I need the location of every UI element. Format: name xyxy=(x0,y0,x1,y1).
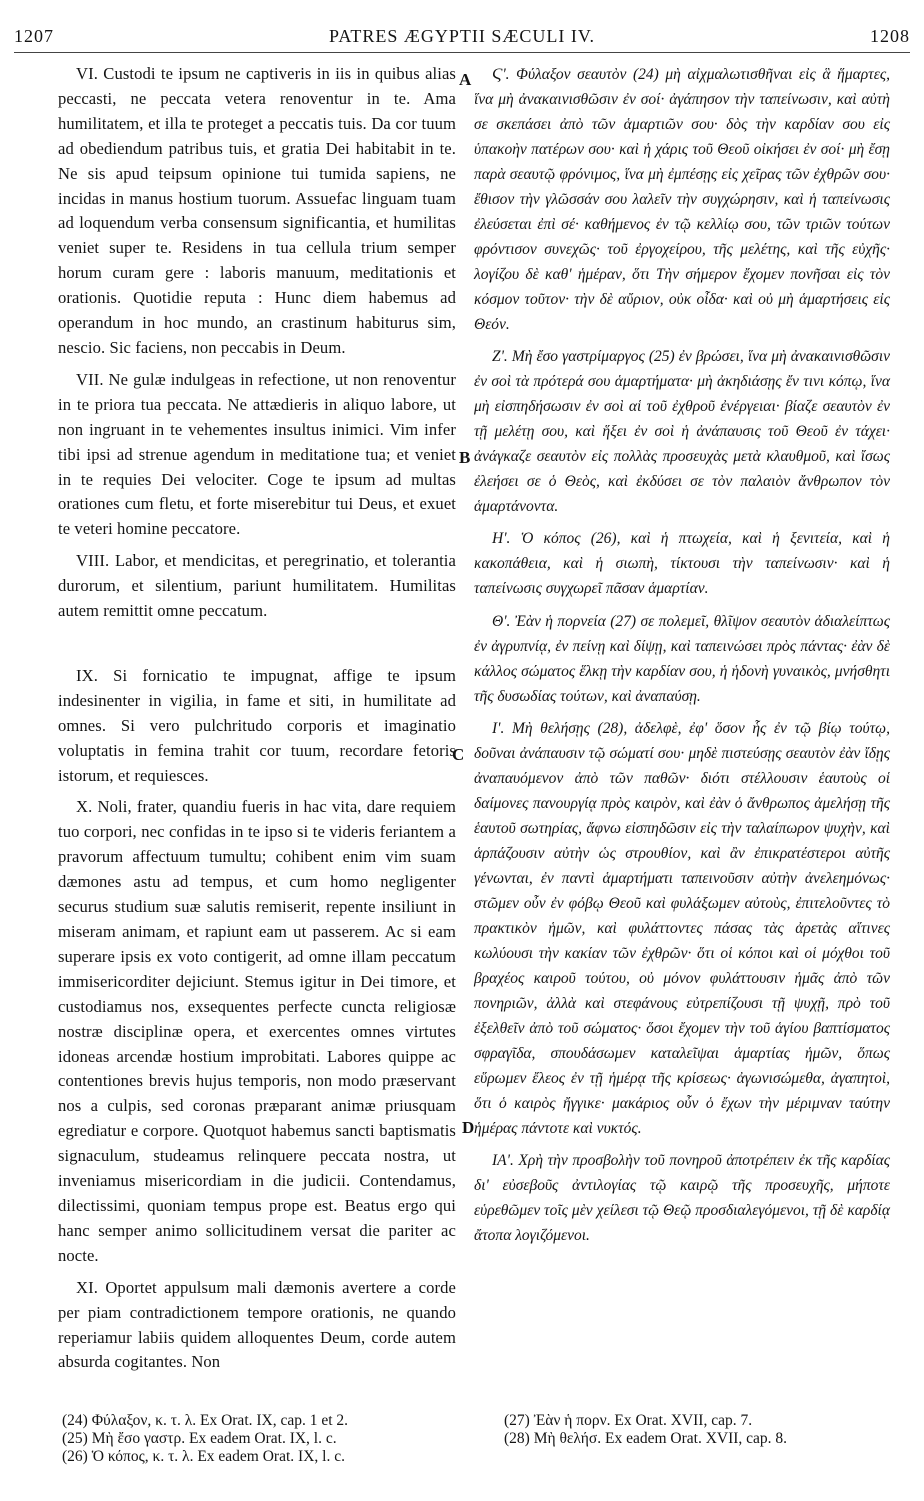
footnotes-left xyxy=(62,1412,462,1466)
latin-paragraph-6: VI. Custodi te ipsum ne captiveris in iis in quibus alias peccasti, ne peccata vetera renoventur in te. Ama humilitatem, et illa te proteget a peccatis tuis. Da cor tuum ad obediendum patribus tuis, et gratia Dei habitabit in te. Ne sis apud teipsum opinione tui tumida sapiens, ne incidas in manus hostium tuorum. Assuefac linguam tuam ad loquendum verba consensum significantia, et humilitas veniet super te. Residens in tua cellula trium semper horum curam gere : laboris manuum, meditationis et orationis. Quotidie reputa : Hunc diem habemus ad operandum in hoc mundo, an crastinum habiturus sim, nescio. Sic faciens, non peccabis in Deum. xyxy=(58,64,456,357)
greek-paragraph-9: Θ'. Ἐὰν ἡ πορνεία (27) σε πολεμεῖ, θλῖψον σεαυτὸν ἀδιαλείπτως ἐν ἀγρυπνίᾳ, ἐν πείνῃ καὶ δίψῃ, καὶ ταπεινώσει πρὸς πάντας· ἐὰν δὲ κάλλος σώματος ἕλκῃ τὴν καρδίαν σου, ἡ ἡδονὴ γυναικὸς, μνήσθητι τῆς δυσωδίας τούτων, καὶ ἀναπαύσῃ. xyxy=(474,613,890,705)
latin-paragraph-7: VII. Ne gulæ indulgeas in refectione, ut non renoventur in te priora tua peccata. Ne attædieris in aliquo labore, ut non ingruant in te vehementes insultus inimici. Vim infer tibi ipsi ad strenue agendum in meditatione tua; et veniet in te requies Dei velociter. Coge te ipsum ad multas orationes cum fletu, et forte miserebitur tui Deus, et exuet te veteri homine peccatore. xyxy=(58,369,456,539)
latin-paragraph-10: X. Noli, frater, quandiu fueris in hac vita, dare requiem tuo corpori, nec confidas in te ipso si te videris feriantem a pravorum affectuum tumultu; cohibent enim vim suam dæmones astu ad tempus, et cum homo negligenter securus studium suæ salutis remiserit, repente insiliunt in miseram animam, et rapiunt eam ut passerem. Ac si eam superare ipsis ex voto contigerit, ad omne illam peccatum immisericorditer dejiciunt. Stemus igitur in Dei timore, et custodiamus nos, exsequentes perfecte cuncta religiosæ nostræ disciplinæ opera, et exercentes omnes virtutes idoneas arcendæ hostium improbitati. Labores quippe ac contentiones brevis hujus temporis, non modo præservant nos a culpis, sed coronas præparant animæ priusquam egrediatur e corpore. Quotquot habemus sancti baptismatis signaculum, studeamus relinquere peccata nostra, ut inveniamus misericordiam in die judicii. Contendamus, dilectissimi, quoniam tempus prope est. Beatus ergo qui hanc semper animo sollicitudinem versat die pariter ac nocte. xyxy=(58,797,456,1265)
footnote-27: (27) Ἐὰν ἡ πορν. Ex Orat. XVII, cap. 7. xyxy=(504,1412,753,1429)
greek-paragraph-7: Ζ'. Μὴ ἔσο γαστρίμαργος (25) ἐν βρώσει, ἵνα μὴ ἀνακαινισθῶσιν ἐν σοὶ τὰ πρότερά σου ἁμαρτήματα· μὴ ἀκηδιάσῃς ἔν τινι κόπῳ, ἵνα μὴ εἰσπηδήσωσιν ἐν σοὶ αἱ τοῦ ἐχθροῦ ἐνέργειαι· βίαζε σεαυτὸν ἐν τῇ μελέτῃ σου, καὶ ἥξει ἐν σοὶ ἡ ἀνάπαυσις τοῦ Θεοῦ ἐν τάχει· ἀνάγκαζε σεαυτὸν εἰς πολλὰς προσευχὰς μετὰ κλαυθμοῦ, καὶ ἴσως ἐλεήσει σε ὁ Θεὸς, καὶ ἐκδύσει σε τὸν παλαιὸν ἄνθρωπον τὸν ἁμαρτάνοντα. xyxy=(474,348,890,515)
margin-marker-d: D xyxy=(462,1118,475,1137)
running-header xyxy=(14,22,910,53)
footnotes-right xyxy=(504,1412,894,1448)
page-number-left: 1207 xyxy=(14,26,54,46)
footnote-26: (26) Ὁ κόπος, κ. τ. λ. Ex eadem Orat. IX, l. c. xyxy=(62,1448,345,1465)
greek-paragraph-10: Ι'. Μὴ θελήσῃς (28), ἀδελφὲ, ἐφ' ὅσον ἧς ἐν τῷ βίῳ τούτῳ, δοῦναι ἀνάπαυσιν τῷ σώματί σου· μηδὲ πιστεύσῃς σεαυτὸν ἐὰν ἴδῃς ἀναπαυόμενον ἀπὸ τῶν παθῶν· διότι στέλλουσιν ἑαυτοὺς οἱ δαίμονες πανουργίᾳ πρὸς καιρὸν, καὶ ἐὰν ὁ ἄνθρωπος ἀμελήσῃ τῆς ἑαυτοῦ σωτηρίας, ἄφνω εἰσπηδῶσιν εἰς τὴν ταλαίπωρον ψυχὴν, καὶ ἁρπάζουσιν αὐτὴν ὡς στρουθίον, καὶ ἂν ἐπικρατέστεροι αὐτῆς γένωνται, ἐν παντὶ ἁμαρτήματι ταπεινοῦσιν αὐτὴν ἀνελεημόνως· στῶμεν οὖν ἐν φόβῳ Θεοῦ καὶ φυλάξωμεν αὐτοὺς, ἐπιτελοῦντες τὸ πρακτικὸν ἡμῶν, καὶ φυλάττοντες πάσας τὰς ἀρετὰς αἵτινες κωλύουσι τὴν κακίαν τῶν ἐχθρῶν· ὅτι οἱ κόποι καὶ οἱ μόχθοι τοῦ βραχέος καιροῦ τούτου, οὐ μόνον φυλάττουσιν ἡμᾶς ἀπὸ τῶν πονηριῶν, ἀλλὰ καὶ στεφάνους εὐτρεπίζουσι τῇ ψυχῇ, πρὸ τοῦ ἐξελθεῖν ἀπὸ τοῦ σώματος· ὅσοι ἔχομεν τὴν τοῦ ἁγίου βαπτίσματος σφραγῖδα, σπουδάσωμεν καταλεῖψαι ἁμαρτίας ἡμῶν, ὅπως εὕρωμεν ἔλεος ἐν τῇ ἡμέρᾳ τῆς κρίσεως· ἀγωνισώμεθα, ἀγαπητοὶ, ὅτι ὁ καιρὸς ἤγγικε· μακάριος οὖν ὁ ἔχων τὴν μέριμναν ταύτην ἡμέρας πάντοτε καὶ νυκτός. xyxy=(474,720,890,1137)
greek-paragraph-6: Ϛ'. Φύλαξον σεαυτὸν (24) μὴ αἰχμαλωτισθῆναι εἰς ἃ ἥμαρτες, ἵνα μὴ ἀνακαινισθῶσιν ἐν σοί· ἀγάπησον τὴν ταπείνωσιν, καὶ αὐτὴ σε σκεπάσει ἀπὸ τῶν ἁμαρτιῶν σου· δὸς τὴν καρδίαν σου εἰς ὑπακοὴν πατέρων σου· καὶ ἡ χάρις τοῦ Θεοῦ οἰκήσει ἐν σοί· μὴ ἔσῃ παρὰ σεαυτῷ φρόνιμος, ἵνα μὴ ἐμπέσῃς εἰς χεῖρας τῶν ἐχθρῶν σου· ἔθισον τὴν γλῶσσάν σου λαλεῖν τὴν συγχώρησιν, καὶ ἡ ταπείνωσις ἐλεύσεται ἐπὶ σέ· καθήμενος ἐν τῷ κελλίῳ σου, τῶν τριῶν τούτων φρόντισον συνεχῶς· τοῦ ἐργοχείρου, τῆς μελέτης, καὶ τῆς εὐχῆς· λογίζου δὲ καθ' ἡμέραν, ὅτι Τὴν σήμερον ἔχομεν πονῆσαι εἰς τὸν κόσμον τοῦτον· τὴν δὲ αὔριον, οὐκ οἶδα· καὶ οὐ μὴ ἁμαρτήσεις εἰς Θεόν. xyxy=(474,66,890,333)
greek-column xyxy=(474,62,890,1248)
page-number-right: 1208 xyxy=(870,26,910,46)
footnote-25: (25) Μὴ ἔσο γαστρ. Ex eadem Orat. IX, l. c. xyxy=(62,1430,337,1447)
footnote-24: (24) Φύλαξον, κ. τ. λ. Ex Orat. IX, cap. 1 et 2. xyxy=(62,1412,349,1429)
margin-marker-b: B xyxy=(459,448,471,467)
latin-column xyxy=(58,62,456,1375)
greek-paragraph-11: ΙΑ'. Χρὴ τὴν προσβολὴν τοῦ πονηροῦ ἀποτρέπειν ἐκ τῆς καρδίας δι' εὐσεβοῦς ἀντιλογίας τῷ καιρῷ τῆς προσευχῆς, μήποτε εὑρεθῶμεν τοῖς μὲν χείλεσι τῷ Θεῷ προσδιαλεγόμενοι, τῇ δὲ καρδίᾳ ἄτοπα λογιζόμενοι. xyxy=(474,1152,890,1244)
latin-paragraph-9: IX. Si fornicatio te impugnat, affige te ipsum indesinenter in vigilia, in fame et siti, in humilitate ad omnes. Si vero pulchritudo corporis et imaginatio voluptatis in femina trahit cor tuum, recordare fetoris istorum, et requiesces. xyxy=(58,665,456,785)
margin-marker-c: C xyxy=(452,745,465,764)
running-title: PATRES ÆGYPTII SÆCULI IV. xyxy=(328,26,596,46)
footnote-28: (28) Μὴ θελήσ. Ex eadem Orat. XVII, cap. 8. xyxy=(504,1430,788,1447)
greek-paragraph-8: Η'. Ὁ κόπος (26), καὶ ἡ πτωχεία, καὶ ἡ ξενιτεία, καὶ ἡ κακοπάθεια, καὶ ἡ σιωπὴ, τίκτουσι τὴν ταπείνωσιν· καὶ ἡ ταπείνωσις συγχωρεῖ πᾶσαν ἁμαρτίαν. xyxy=(474,530,890,597)
margin-marker-a: A xyxy=(459,70,472,89)
latin-paragraph-11: XI. Oportet appulsum mali dæmonis avertere a corde per piam contradictionem tempore orationis, ne quando reperiamur labiis quidem alloquentes Deum, corde autem absurda cogitantes. Non xyxy=(58,1277,456,1372)
latin-paragraph-8: VIII. Labor, et mendicitas, et peregrinatio, et tolerantia durorum, et silentium, pariunt humilitatem. Humilitas autem remittit omne peccatum. xyxy=(58,551,456,621)
